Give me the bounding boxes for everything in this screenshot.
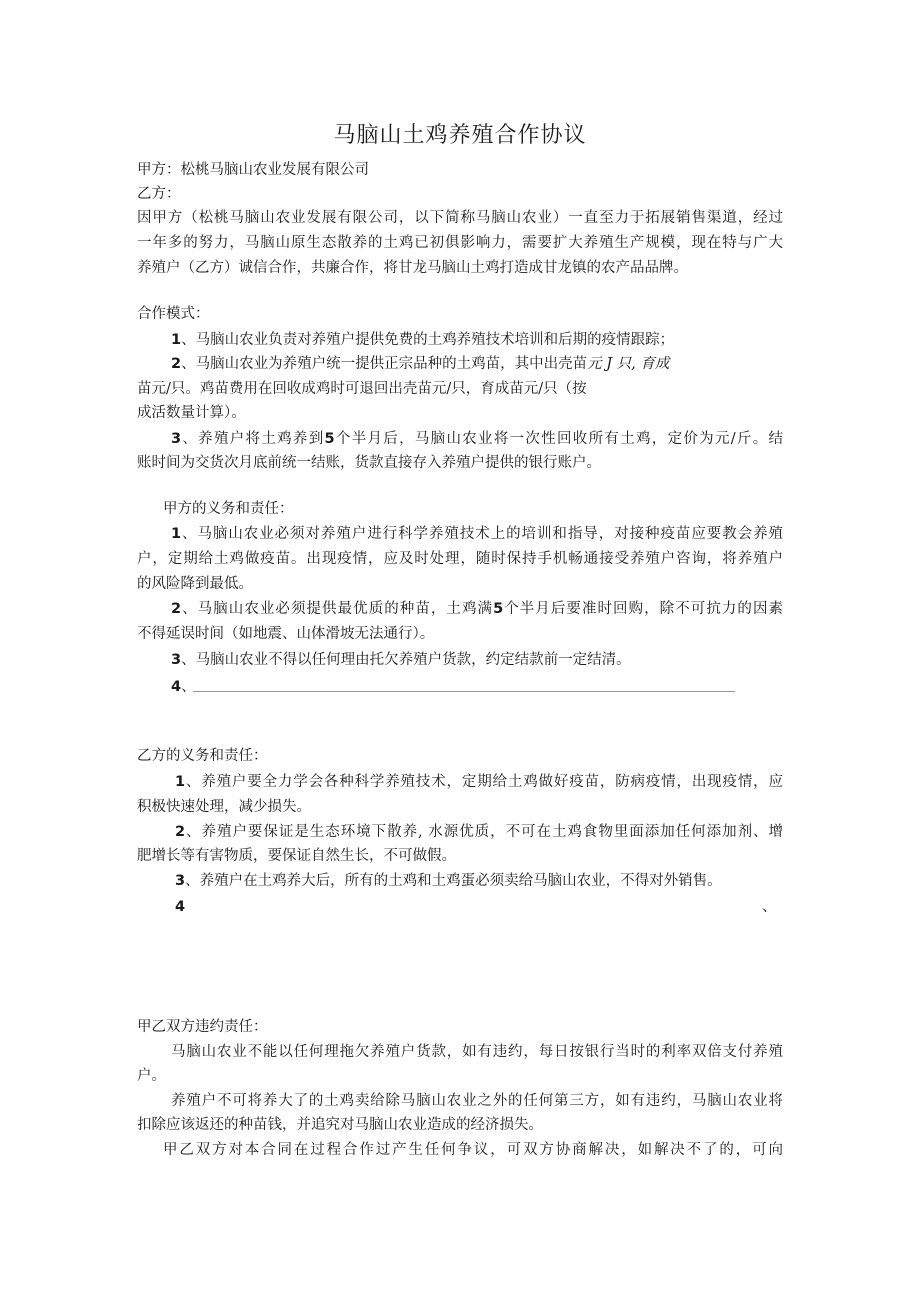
- breach-paragraph-1-line-2: 户。: [137, 1068, 166, 1084]
- party-a-line: 甲方：松桃马脑山农业发展有限公司: [137, 162, 369, 178]
- party-a-item-2-line-2: 不得延误时间（如地震、山体滑坡无法通行）。: [137, 626, 435, 642]
- cooperation-item-1: [171, 330, 674, 350]
- item-text: 、: [181, 679, 196, 695]
- party-b-item-4: [175, 897, 185, 917]
- item-bold-number: 5: [493, 601, 504, 617]
- item-number: 1: [171, 526, 182, 542]
- item-number: 1: [171, 332, 182, 348]
- intro-line-3: 养殖户（乙方）诚信合作，共廉合作，将甘龙马脑山土鸡打造成甘龙镇的农产品品牌。: [137, 260, 688, 276]
- item-number: 3: [175, 873, 186, 889]
- document-title: 马脑山土鸡养殖合作协议: [333, 123, 587, 148]
- item-number: 2: [171, 601, 182, 617]
- item-number: 2: [175, 824, 186, 840]
- party-b-item-4-tail: 、: [762, 899, 777, 915]
- party-b-item-1: [175, 772, 783, 792]
- party-b-item-2: [175, 822, 783, 842]
- party-b-duties-heading: 乙方的义务和责任：: [137, 748, 268, 764]
- item-number: 3: [171, 652, 182, 668]
- item-number: 3: [171, 431, 182, 447]
- party-a-item-1-line-2: 户，定期给土鸡做疫苗。出现疫情，应及时处理，随时保持手机畅通接受养殖户咨询，将养殖户: [137, 551, 783, 567]
- party-b-item-2-line-2: 肥增长等有害物质，要保证自然生长，不可做假。: [137, 848, 456, 864]
- party-a-item-1-line-3: 的风险降到最低。: [137, 576, 253, 592]
- item-text-suffix: , 育成: [631, 356, 670, 372]
- party-b-item-3: [175, 871, 722, 891]
- breach-paragraph-2-line-2: 扣除应该返还的种苗钱，并追究对马脑山农业造成的经济损失。: [137, 1117, 543, 1133]
- party-b-line: 乙方：: [137, 186, 181, 202]
- party-b-item-1-line-2: 积极快速处理，减少损失。: [137, 799, 311, 815]
- item-text: 、马脑山农业负责对养殖户提供免费的土鸡养殖技术培训和后期的疫情跟踪；: [181, 332, 675, 348]
- cooperation-item-3-line-2: 账时间为交货次月底前统一结账，货款直接存入养殖户提供的银行账户。: [137, 455, 601, 471]
- item-text: 、马脑山农业为养殖户统一提供正宗品种的土鸡苗，其中出壳苗: [181, 356, 588, 372]
- party-a-item-3: [171, 650, 631, 670]
- item-text: 、养殖户要保证是生态环境下散养, 水源优质，不可在土鸡食物里面添加任何添加剂、增: [185, 824, 783, 840]
- party-a-duties-heading: 甲方的义务和责任：: [163, 501, 294, 517]
- item-number: 2: [171, 356, 182, 372]
- cooperation-item-2-line-3: 成活数量计算）。: [137, 405, 246, 421]
- breach-paragraph-1: 马脑山农业不能以任何理拖欠养殖户货款，如有违约，每日按银行当时的利率双倍支付养殖: [171, 1044, 783, 1060]
- item-text-italic: 元 J 只: [587, 356, 632, 372]
- breach-heading: 甲乙双方违约责任：: [137, 1019, 268, 1035]
- item-text: 、养殖户在土鸡养大后，所有的土鸡和土鸡蛋必须卖给马脑山农业，不得对外销售。: [185, 873, 722, 889]
- item-number: 1: [175, 774, 186, 790]
- breach-paragraph-2: 养殖户不可将养大了的土鸡卖给除马脑山农业之外的任何第三方，如有违约，马脑山农业将: [171, 1093, 783, 1109]
- item-text: 个半月后，马脑山农业将一次性回收所有土鸡，定价为元/斤。结: [334, 431, 784, 447]
- item-bold-number: 5: [324, 431, 335, 447]
- blank-fill-line: [193, 691, 735, 692]
- breach-paragraph-3: 甲乙双方对本合同在过程合作过产生任何争议，可双方协商解决，如解决不了的，可向: [163, 1142, 783, 1158]
- item-text: 、养殖户要全力学会各种科学养殖技术，定期给土鸡做好疫苗，防病疫情，出现疫情，应: [185, 774, 783, 790]
- item-text: 、马脑山农业必须提供最优质的种苗，土鸡满: [181, 601, 494, 617]
- item-number: 4: [171, 679, 182, 695]
- party-a-item-4: [171, 677, 196, 697]
- intro-line-2: 一年多的努力，马脑山原生态散养的土鸡已初俱影响力，需要扩大养殖生产规模，现在特与广大: [137, 235, 783, 251]
- intro-line-1: 因甲方（松桃马脑山农业发展有限公司，以下简称马脑山农业）一直至力于拓展销售渠道，经过: [137, 210, 783, 226]
- cooperation-item-3: [171, 429, 783, 449]
- party-a-item-2: [171, 599, 783, 619]
- cooperation-item-2-line-2: 苗元/只。鸡苗费用在回收成鸡时可退回出壳苗元/只，育成苗元/只（按: [137, 381, 587, 397]
- item-text: 个半月后要准时回购，除不可抗力的因素: [503, 601, 784, 617]
- party-a-item-1: [171, 524, 783, 544]
- cooperation-item-2: [171, 354, 669, 374]
- item-text: 、养殖户将土鸡养到: [181, 431, 325, 447]
- item-text: 、马脑山农业不得以任何理由托欠养殖户货款，约定结款前一定结清。: [181, 652, 631, 668]
- item-text: 、马脑山农业必须对养殖户进行科学养殖技术上的培训和指导，对接种疫苗应要教会养殖: [181, 526, 783, 542]
- item-number: 4: [175, 899, 186, 915]
- cooperation-heading: 合作模式：: [137, 306, 210, 322]
